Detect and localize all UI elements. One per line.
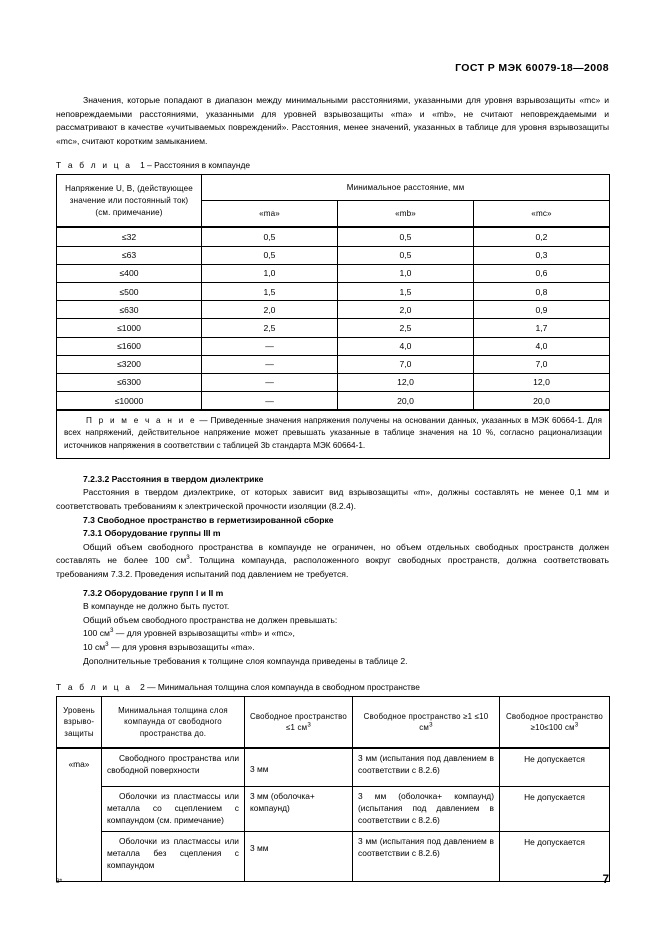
table-2-cell-space-le1: 3 мм <box>245 831 353 881</box>
heading-7-2-3-2: 7.2.3.2 Расстояния в твердом диэлектрике <box>83 473 264 484</box>
table-row <box>57 786 610 831</box>
paragraph-7-3-1-part-b: . Толщина компаунда, расположенного вокруг свободных пространств, должна соответствовать требованиям 7.3.2. Проведения испытаний под давлением не требуется. <box>56 555 609 580</box>
table-1-header-ma: «ma» <box>202 201 338 228</box>
table-1-cell-mc: 1,7 <box>474 319 610 337</box>
table-2-body <box>57 748 610 881</box>
table-1-cell-mc: 12,0 <box>474 373 610 391</box>
table-1-caption-number: 1 <box>140 160 145 171</box>
table-row <box>57 355 610 373</box>
table-2-cell-description: Оболочки из пластмассы или металла без сцепления с компаундом <box>102 831 245 881</box>
table-1-cell-ma: 2,5 <box>202 319 338 337</box>
table-1-cell-voltage: ≤630 <box>57 301 202 319</box>
table-1-header-row-1 <box>57 175 610 201</box>
table-1-cell-voltage: ≤32 <box>57 227 202 246</box>
table-1-cell-mc: 0,8 <box>474 282 610 300</box>
table-1-cell-mc: 7,0 <box>474 355 610 373</box>
table-1-cell-ma: 0,5 <box>202 227 338 246</box>
table-1-cell-mc: 0,9 <box>474 301 610 319</box>
table-2-header-row <box>57 697 610 749</box>
table-2-header-thickness: Минимальная толщина слоя компаунда от свободного пространства до. <box>102 697 245 749</box>
table-2-cell-level: «ma» <box>57 748 102 881</box>
paragraph-7-3-2-line-1: В компаунде не должно быть пустот. <box>83 601 230 612</box>
table-1-cell-voltage: ≤63 <box>57 246 202 264</box>
table-1-cell-mb: 0,5 <box>338 246 474 264</box>
table-row <box>57 282 610 300</box>
heading-7-3: 7.3 Свободное пространство в герметизированной сборке <box>83 514 334 525</box>
volume-10-desc: — для уровня взрывозащиты «ma». <box>108 641 255 652</box>
table-row <box>57 392 610 411</box>
footer-signature: 3* <box>56 878 63 885</box>
table-2-cell-space-1-10: 3 мм (испытания под давлением в соответствии с 8.2.6) <box>353 831 500 881</box>
superscript-cubic: 3 <box>186 554 190 562</box>
table-1-cell-mc: 0,3 <box>474 246 610 264</box>
table-1-cell-mb: 2,5 <box>338 319 474 337</box>
table-2-header-space-1-10: Свободное пространство ≥1 ≤10 $см^3$ <box>353 697 500 749</box>
table-row <box>57 373 610 391</box>
table-1-caption <box>56 159 609 171</box>
table-1-cell-ma: 0,5 <box>202 246 338 264</box>
table-1-note-label: П р и м е ч а н и е <box>86 416 197 426</box>
table-1 <box>56 174 610 458</box>
page-content <box>56 62 609 882</box>
table-row <box>57 831 610 881</box>
table-row <box>57 337 610 355</box>
table-1-cell-mb: 1,5 <box>338 282 474 300</box>
table-2-caption-number: 2 <box>140 682 145 693</box>
table-2-caption-label: Т а б л и ц а <box>56 682 133 693</box>
table-2-cell-description: Оболочки из пластмассы или металла со сцеплением с компаундом (см. примечание) <box>102 786 245 831</box>
volume-10-label: 10 см <box>83 641 106 652</box>
table-1-cell-mb: 2,0 <box>338 301 474 319</box>
page-footer <box>56 874 609 894</box>
table-1-cell-voltage: ≤3200 <box>57 355 202 373</box>
table-1-cell-voltage: ≤400 <box>57 264 202 282</box>
table-row <box>57 301 610 319</box>
table-1-cell-ma: — <box>202 355 338 373</box>
table-1-note-text: — Приведенные значения напряжения получены на основании данных, указанных в МЭК 60664-1. Для всех напряжений, действительное напряжение может превышать указанные в таблице значения на 10 %, согласно рационализации источников напряжения в соответствии с таблицей 3b стандарта МЭК 60664-1. <box>64 416 602 450</box>
table-1-header-mc: «mc» <box>474 201 610 228</box>
paragraph-7-3-1 <box>56 541 609 582</box>
table-1-cell-mc: 0,6 <box>474 264 610 282</box>
table-2-header-space-10-100: Свободное пространство ≥10≤100 $см^3$ <box>500 697 610 749</box>
paragraph-7-3-2-line-2: Общий объем свободного пространства не должен превышать: <box>83 614 338 625</box>
heading-7-3-1: 7.3.1 Оборудование группы III m <box>83 528 221 539</box>
table-1-cell-mc: 4,0 <box>474 337 610 355</box>
table-row <box>57 227 610 246</box>
table-1-cell-ma: 1,0 <box>202 264 338 282</box>
superscript-cubic: 3 <box>109 627 114 635</box>
paragraph-7-3-2-line-3 <box>56 627 609 641</box>
table-1-caption-label: Т а б л и ц а <box>56 160 133 171</box>
volume-100-desc: — для уровней взрывозащиты «mb» и «mc», <box>113 628 295 639</box>
table-1-cell-mb: 0,5 <box>338 227 474 246</box>
table-1-cell-ma: — <box>202 392 338 411</box>
table-2-cell-space-10-100: Не допускается <box>500 748 610 786</box>
table-1-cell-voltage: ≤1000 <box>57 319 202 337</box>
table-1-note <box>57 410 610 458</box>
table-1-cell-mc: 20,0 <box>474 392 610 411</box>
paragraph-7-3-2-line-5: Дополнительные требования к толщине слоя компаунда приведены в таблице 2. <box>83 655 408 666</box>
table-2-cell-space-le1: 3 мм <box>245 748 353 786</box>
standard-number: ГОСТ Р МЭК 60079-18—2008 <box>455 62 609 74</box>
table-1-cell-ma: 1,5 <box>202 282 338 300</box>
table-2-header-space-le1: Свободное пространство ≤1 $см^3$ <box>245 697 353 749</box>
table-2 <box>56 696 610 881</box>
table-1-cell-voltage: ≤1600 <box>57 337 202 355</box>
table-1-cell-voltage: ≤6300 <box>57 373 202 391</box>
table-1-cell-mb: 7,0 <box>338 355 474 373</box>
table-2-cell-space-10-100: Не допускается <box>500 831 610 881</box>
page-number: 7 <box>602 874 609 886</box>
table-2-cell-space-1-10: 3 мм (оболочка+ компаунд) (испытания под давлением в соответствии с 8.2.6) <box>353 786 500 831</box>
table-1-cell-ma: — <box>202 337 338 355</box>
table-2-cell-description: Свободного пространства или свободной поверхности <box>102 748 245 786</box>
table-1-header-mb: «mb» <box>338 201 474 228</box>
table-2-header-level: Уровень взрыво-защиты <box>57 697 102 749</box>
document-header <box>56 62 609 74</box>
table-2-cell-space-le1: 3 мм (оболочка+ компаунд) <box>245 786 353 831</box>
table-1-cell-mb: 4,0 <box>338 337 474 355</box>
table-row <box>57 264 610 282</box>
table-1-cell-mb: 1,0 <box>338 264 474 282</box>
volume-100-label: 100 см <box>83 628 110 639</box>
table-row <box>57 246 610 264</box>
table-1-body <box>57 227 610 458</box>
superscript-cubic: 3 <box>105 641 109 649</box>
table-1-cell-voltage: ≤500 <box>57 282 202 300</box>
table-1-note-row <box>57 410 610 458</box>
table-1-header-voltage: Напряжение U, B, (действующее значение или постоянный ток) (см. примечание) <box>57 175 202 228</box>
heading-7-3-2: 7.3.2 Оборудование групп I и II m <box>83 587 224 598</box>
paragraph-7-3-1-part-a: Общий объем свободного пространства в компаунде не ограничен, но объем отдельных свободных пространств должен составлять не более 100 см <box>56 541 609 566</box>
table-2-cell-space-10-100: Не допускается <box>500 786 610 831</box>
table-1-header-distance-span: Минимальное расстояние, мм <box>202 175 610 201</box>
table-1-caption-title: – Расстояния в компаунде <box>147 160 250 171</box>
table-1-cell-mb: 12,0 <box>338 373 474 391</box>
table-1-cell-ma: 2,0 <box>202 301 338 319</box>
table-1-cell-voltage: ≤10000 <box>57 392 202 411</box>
table-2-caption <box>56 681 609 693</box>
table-1-cell-mb: 20,0 <box>338 392 474 411</box>
table-row <box>57 319 610 337</box>
paragraph-7-3-2-line-4 <box>56 641 609 655</box>
intro-paragraph: Значения, которые попадают в диапазон между минимальными расстояниями, указанными для уровня взрывозащиты «mc» и неповреждаемыми расстояниями, указанными для уровней взрывозащиты «ma» и «mb», не считают неповреждаемыми и рассматривают в качестве «учитываемых повреждений». Расстояния, менее значений, указанных в таблице для уровня взрывозащиты «mc», считают коротким замыканием. <box>56 95 609 146</box>
table-2-caption-title: — Минимальная толщина слоя компаунда в свободном пространстве <box>147 682 420 693</box>
table-row <box>57 748 610 786</box>
table-1-cell-ma: — <box>202 373 338 391</box>
table-2-cell-space-1-10: 3 мм (испытания под давлением в соответствии с 8.2.6) <box>353 748 500 786</box>
paragraph-7-2-3-2: Расстояния в твердом диэлектрике, от которых зависит вид взрывозащиты «m», должны составлять не менее 0,1 мм и соответствовать требованиям к электрической прочности изоляции (8.2.4). <box>56 487 609 512</box>
table-1-cell-mc: 0,2 <box>474 227 610 246</box>
